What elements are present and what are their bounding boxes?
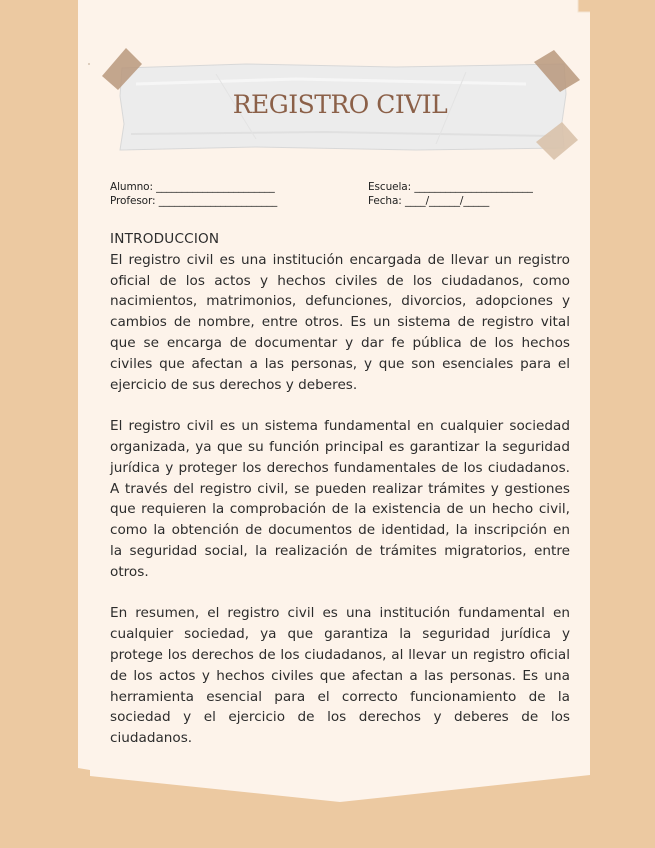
field-profesor: Profesor: _______________________ bbox=[110, 195, 278, 207]
paragraph-3: En resumen, el registro civil es una institución fundamental en cualquier sociedad, ya que garantiza la seguridad jurídica y protege los derechos de los ciudadanos, al llevar un registro oficial de los actos y hechos civiles que afectan a las personas. Es una herramienta esencial para el correcto funcionamiento de la sociedad y el ejercicio de los derechos y deberes de los ciudadanos. bbox=[110, 605, 570, 747]
field-alumno: Alumno: _______________________ bbox=[110, 181, 275, 193]
paragraph-2: El registro civil es un sistema fundamental en cualquier sociedad organizada, ya que su función principal es garantizar la seguridad jurídica y proteger los derechos fundamentales de los ciudadanos. A través del registro civil, se pueden realizar trámites y gestiones que requieren la comprobación de la existencia de un hecho civil, como la obtención de documentos de identidad, la inscripción en la seguridad social, la realización de trámites migratorios, entre otros. bbox=[110, 418, 570, 580]
document-body bbox=[110, 229, 570, 770]
field-escuela: Escuela: _______________________ bbox=[368, 181, 533, 193]
field-fecha: Fecha: ____/______/_____ bbox=[368, 195, 490, 207]
document-title: REGISTRO CIVIL bbox=[232, 90, 448, 119]
section-heading: INTRODUCCION bbox=[110, 231, 220, 247]
paragraph-1: El registro civil es una institución encargada de llevar un registro oficial de los actos y hechos civiles de los ciudadanos, como nacimientos, matrimonios, defunciones, divorcios, adopciones y cambios de nombre, entre otros. Es un sistema de registro vital que se encarga de documentar y dar fe pública de los hechos civiles que afectan a las personas, y que son esenciales para el ejercicio de sus derechos y deberes. bbox=[110, 251, 570, 393]
